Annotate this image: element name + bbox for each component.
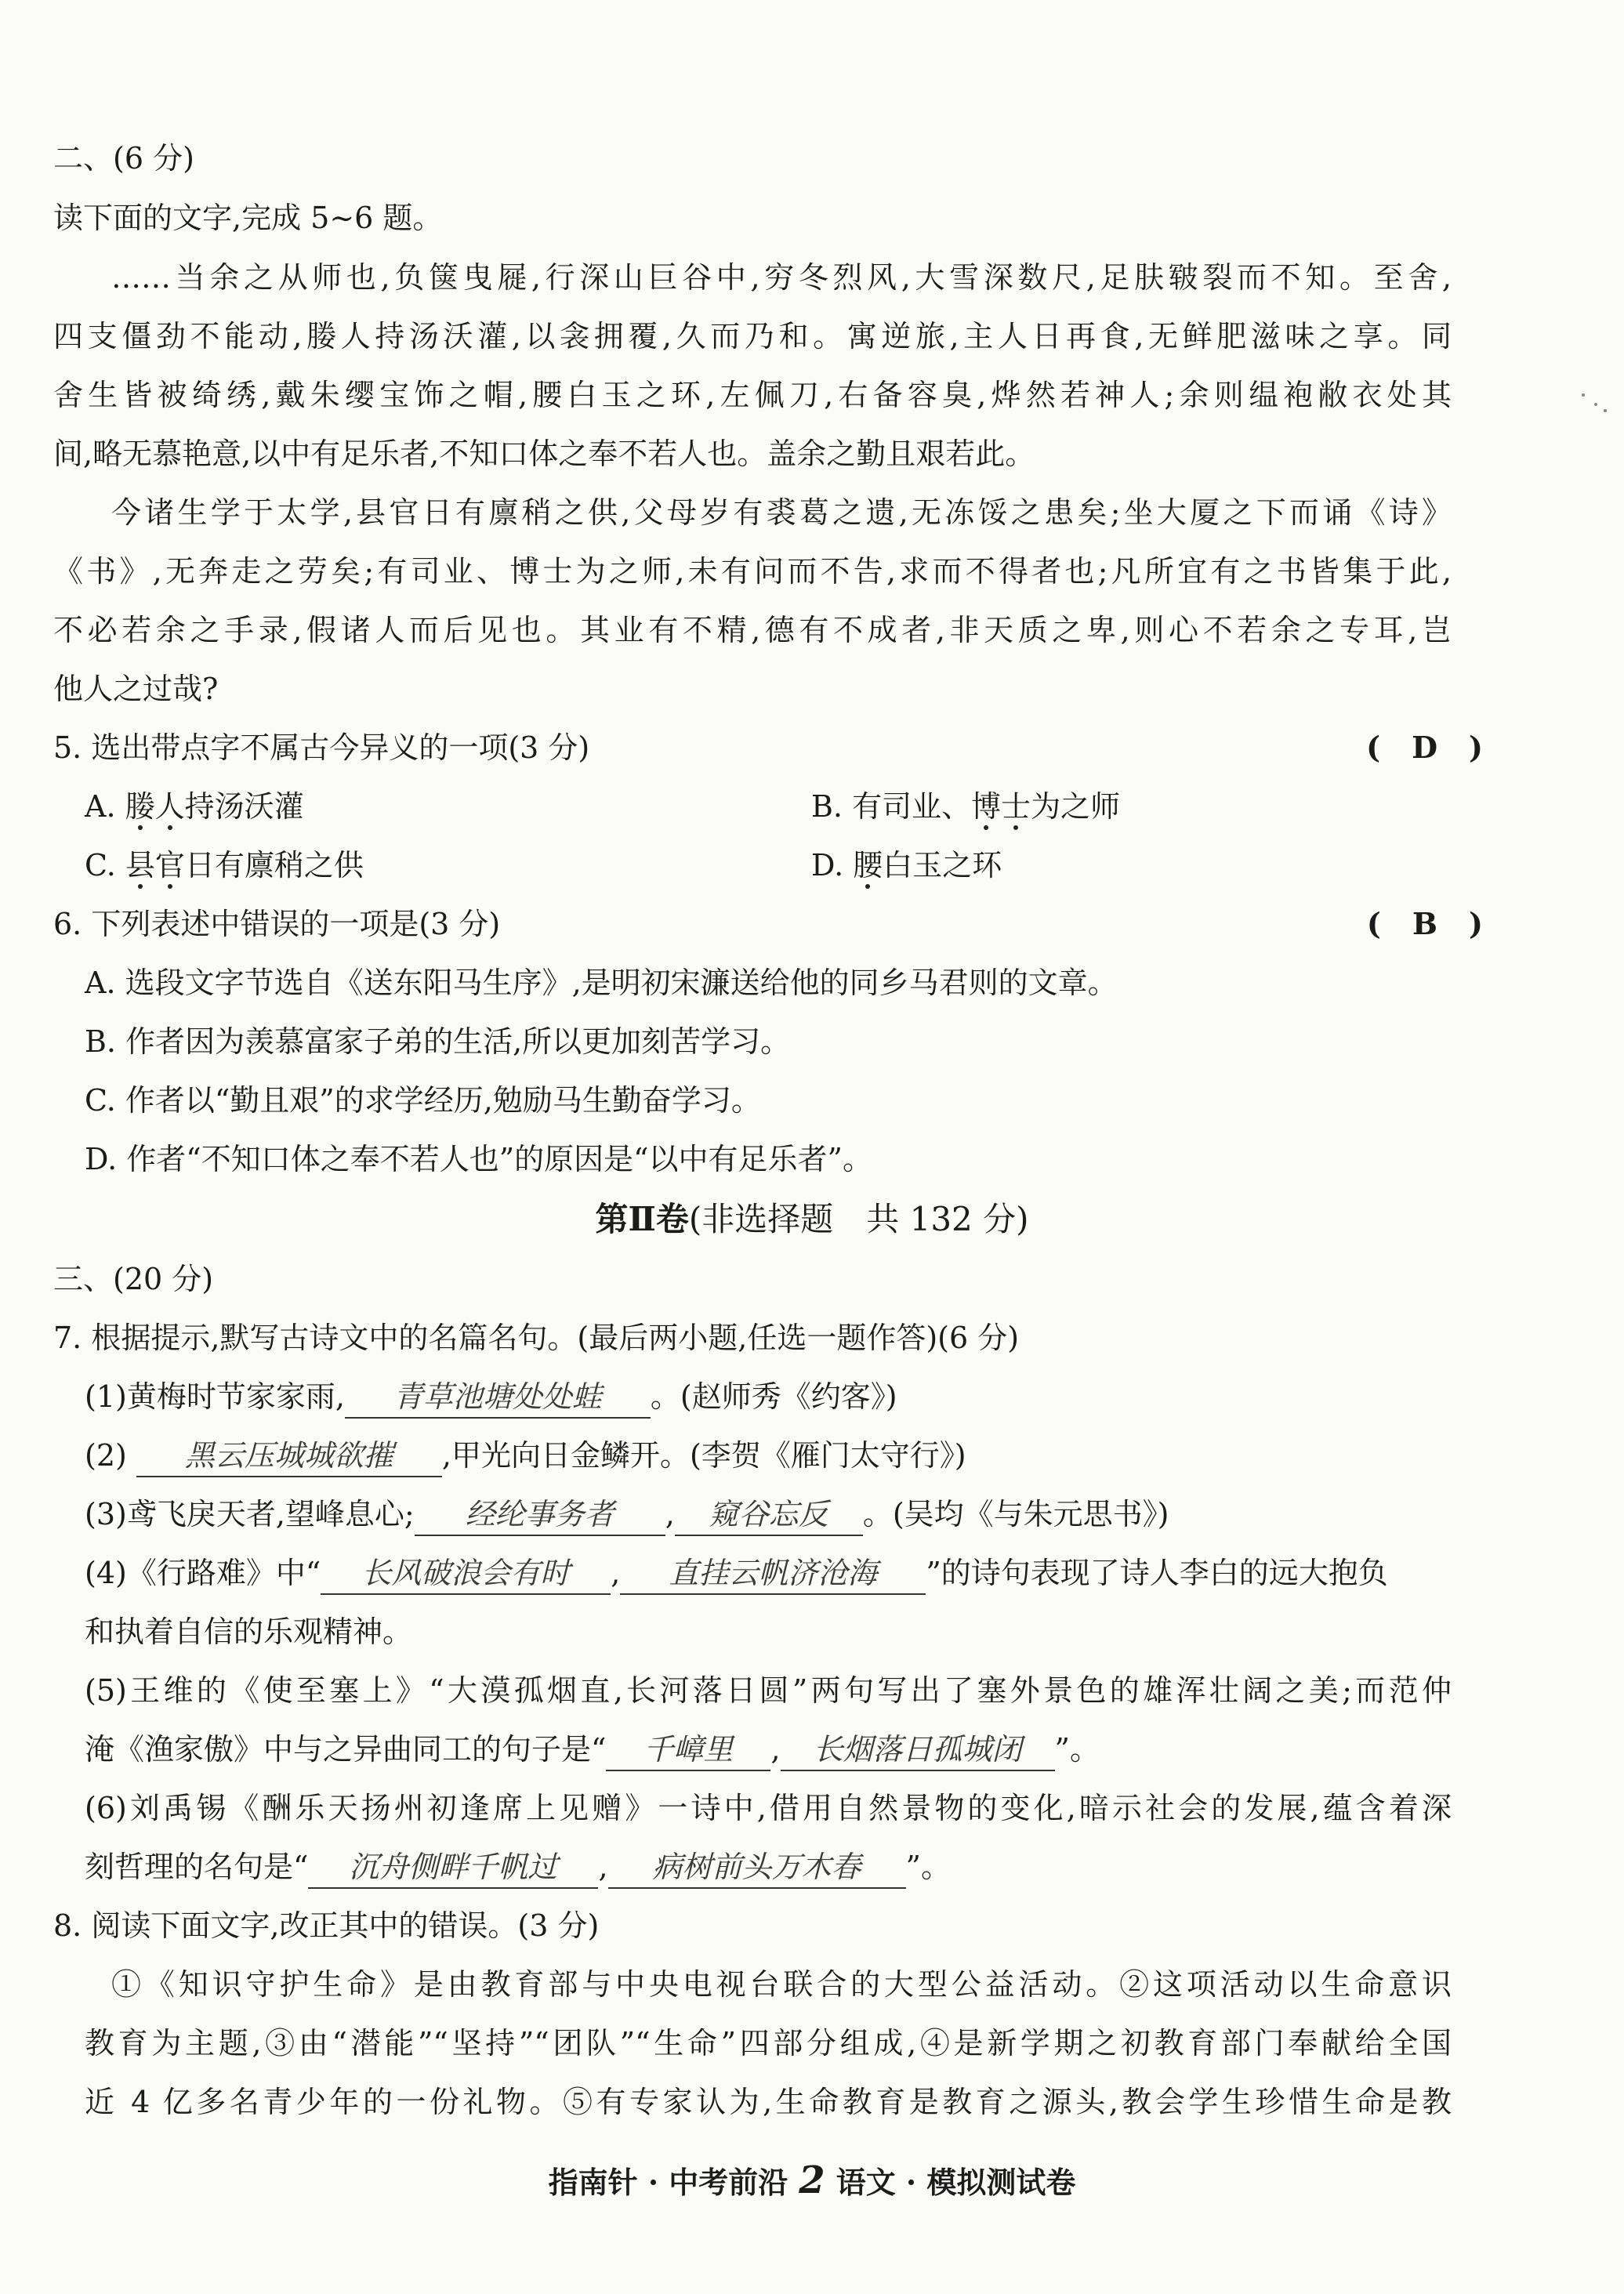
passage-line: 《书》,无奔走之劳矣;有司业、博士为之师,未有问而不告,求而不得者也;凡所宜有之书皆集于此, xyxy=(53,554,1452,589)
footer-publication: 指南针 · 中考前沿 xyxy=(548,2165,788,2200)
emphasis-dot-char: 士 xyxy=(1001,781,1031,832)
passage-line: 不必若余之手录,假诸人而后见也。其业有不精,德有不成者,非天质之卑,则心不若余之专耳,岂 xyxy=(53,613,1452,647)
question-7-item-6: (6)刘禹锡《酬乐天扬州初逢席上见赠》一诗中,借用自然景物的变化,暗示社会的发展,蕴含着深 xyxy=(85,1791,1452,1825)
item-5-close: ”。 xyxy=(1054,1732,1100,1767)
option-a xyxy=(85,789,304,824)
question-6-option: C. 作者以“勤且艰”的求学经历,勉励马生勤奋学习。 xyxy=(85,1083,761,1118)
passage-line: 四支僵劲不能动,媵人持汤沃灌,以衾拥覆,久而乃和。寓逆旅,主人日再食,无鲜肥滋味之享。同 xyxy=(53,319,1452,353)
item-3-prompt: (3)鸢飞戾天者,望峰息心; xyxy=(85,1497,415,1531)
question-6-answer xyxy=(1367,899,1483,949)
answer-blank[interactable]: 长烟落日孤城闭 xyxy=(781,1729,1055,1771)
option-d-rest: 白玉之环 xyxy=(883,848,1002,882)
page-number: 2 xyxy=(799,2158,825,2202)
section-2-instruction-text: 读下面的文字,完成 5~6 题。 xyxy=(53,201,443,235)
question-6-option: D. 作者“不知口体之奉不若人也”的原因是“以中有足乐者”。 xyxy=(85,1142,872,1176)
question-6-stem: 6. 下列表述中错误的一项是(3 分) xyxy=(53,907,501,941)
item-4-comma: , xyxy=(611,1556,621,1590)
question-7-stem: 7. 根据提示,默写古诗文中的名篇名句。(最后两小题,任选一题作答)(6 分) xyxy=(53,1321,1020,1355)
option-d-dotted-word xyxy=(853,848,883,882)
item-5-comma: , xyxy=(770,1732,781,1767)
emphasis-dot-char: 人 xyxy=(155,781,185,832)
footer-subject: 语文 · 模拟测试卷 xyxy=(836,2165,1076,2200)
item-4-prompt: (4)《行路难》中“ xyxy=(85,1556,321,1590)
answer-blank[interactable]: 青草池塘处处蛙 xyxy=(345,1376,651,1419)
volume-2-subtitle: (非选择题 共 132 分) xyxy=(688,1200,1029,1238)
emphasis-dot-char: 县 xyxy=(125,840,155,890)
question-6-option: A. 选段文字节选自《送东阳马生序》,是明初宋濂送给他的同乡马君则的文章。 xyxy=(85,966,1118,1000)
answer-blank[interactable]: 病树前头万木春 xyxy=(608,1846,906,1889)
question-6 xyxy=(0,899,1624,949)
option-b-dotted-word xyxy=(971,789,1031,824)
question-8-line: ①《知识守护生命》是由教育部与中央电视台联合的大型公益活动。②这项活动以生命意识 xyxy=(111,1967,1452,2002)
question-6-option: B. 作者因为羡慕富家子弟的生活,所以更加刻苦学习。 xyxy=(85,1024,791,1059)
item-2-source: ,甲光向日金鳞开。(李贺《雁门太守行》) xyxy=(441,1438,966,1473)
passage-line: 间,略无慕艳意,以中有足乐者,不知口体之奉不若人也。盖余之勤且艰若此。 xyxy=(53,437,1035,471)
question-7-item-1 xyxy=(0,1372,1624,1422)
item-5-prompt: 淹《渔家傲》中与之异曲同工的句子是“ xyxy=(85,1732,607,1767)
question-7-item-6-continued xyxy=(0,1842,1624,1892)
emphasis-dot-char: 媵 xyxy=(125,781,155,832)
item-2-prompt: (2) xyxy=(85,1438,136,1473)
option-b-rest: 为之师 xyxy=(1031,789,1121,824)
question-5-options-row-1 xyxy=(0,781,1624,832)
answer-blank[interactable]: 黑云压城城欲摧 xyxy=(136,1435,442,1477)
question-7-item-5-continued xyxy=(0,1724,1624,1774)
passage-line: ……当余之从师也,负箧曳屣,行深山巨谷中,穷冬烈风,大雪深数尺,足肤皲裂而不知。至舍, xyxy=(111,260,1452,295)
item-1-prompt: (1)黄梅时节家家雨, xyxy=(85,1379,345,1414)
question-8-line: 教育为主题,③由“潜能”“坚持”“团队”“生命”四部分组成,④是新学期之初教育部门奉献给全国 xyxy=(85,2026,1452,2060)
item-3-source: 。(吴均《与朱元思书》) xyxy=(862,1497,1169,1531)
question-8 xyxy=(0,1901,1624,1951)
scan-speck xyxy=(1582,393,1585,397)
answer-close-paren: ) xyxy=(1469,730,1483,765)
question-5-stem: 5. 选出带点字不属古今异义的一项(3 分) xyxy=(53,730,590,765)
item-6-prompt: 刻哲理的名句是“ xyxy=(85,1850,309,1884)
question-5-options-row-2 xyxy=(0,840,1624,890)
answer-blank[interactable]: 千嶂里 xyxy=(606,1729,770,1771)
question-8-line: 近 4 亿多名青少年的一份礼物。⑤有专家认为,生命教育是教育之源头,教会学生珍惜生命是教 xyxy=(85,2085,1452,2119)
answer-letter: D xyxy=(1412,730,1438,765)
item-4-rest: ”的诗句表现了诗人李白的远大抱负 xyxy=(926,1556,1388,1590)
question-7-item-4 xyxy=(0,1548,1624,1598)
question-7-item-5: (5)王维的《使至塞上》“大漠孤烟直,长河落日圆”两句写出了塞外景色的雄浑壮阔之美;而范仲 xyxy=(85,1673,1452,1708)
option-b xyxy=(811,781,1120,832)
question-5-answer xyxy=(1366,723,1483,773)
section-2-header xyxy=(0,133,1624,183)
option-a-rest: 持汤沃灌 xyxy=(184,789,304,824)
question-7 xyxy=(0,1313,1624,1363)
question-5 xyxy=(0,723,1624,773)
volume-2-title xyxy=(0,1194,1624,1245)
answer-close-paren: ) xyxy=(1469,906,1483,941)
answer-blank[interactable]: 沉舟侧畔千帆过 xyxy=(308,1846,598,1889)
emphasis-dot-char: 博 xyxy=(971,781,1001,832)
option-c-prefix: C. xyxy=(85,848,125,882)
answer-blank[interactable]: 直挂云帆济沧海 xyxy=(620,1553,926,1595)
section-3-header xyxy=(0,1254,1624,1304)
passage-line: 他人之过哉? xyxy=(53,672,219,706)
section-2-instruction xyxy=(0,193,1624,243)
option-a-dotted-word xyxy=(125,789,185,824)
answer-blank[interactable]: 经纶事务者 xyxy=(415,1494,665,1536)
item-6-close: ”。 xyxy=(905,1850,951,1884)
scan-speck xyxy=(1604,409,1607,412)
passage-line: 舍生皆被绮绣,戴朱缨宝饰之帽,腰白玉之环,左佩刀,右备容臭,烨然若神人;余则缊袍敝衣处其 xyxy=(53,378,1452,412)
question-8-stem: 8. 阅读下面文字,改正其中的错误。(3 分) xyxy=(53,1908,600,1943)
scan-speck xyxy=(1594,403,1597,406)
option-a-prefix: A. xyxy=(85,789,125,824)
emphasis-dot-char: 官 xyxy=(155,840,185,890)
option-c-rest: 日有廪稍之供 xyxy=(184,848,364,882)
volume-2-title-main: 第Ⅱ卷 xyxy=(595,1200,689,1238)
option-c xyxy=(85,848,364,882)
question-7-item-3 xyxy=(0,1489,1624,1539)
page-footer xyxy=(0,2155,1624,2205)
answer-letter: B xyxy=(1412,906,1438,941)
answer-blank[interactable]: 窥谷忘反 xyxy=(675,1494,863,1536)
section-3-header-text: 三、(20 分) xyxy=(53,1262,214,1296)
passage-line: 今诸生学于太学,县官日有廪稍之供,父母岁有裘葛之遗,无冻馁之患矣;坐大厦之下而诵《诗》 xyxy=(111,495,1452,530)
option-d-prefix: D. xyxy=(811,848,854,882)
option-b-prefix: B. 有司业、 xyxy=(811,789,972,824)
option-c-dotted-word xyxy=(125,848,185,882)
section-2-header-text: 二、(6 分) xyxy=(53,141,194,176)
answer-open-paren: ( xyxy=(1366,906,1381,941)
answer-blank[interactable]: 长风破浪会有时 xyxy=(321,1553,611,1595)
item-6-comma: , xyxy=(598,1850,608,1884)
question-7-item-4-continued: 和执着自信的乐观精神。 xyxy=(85,1614,413,1649)
item-1-source: 。(赵师秀《约客》) xyxy=(650,1379,897,1414)
option-d xyxy=(811,840,1002,890)
question-7-item-2 xyxy=(0,1430,1624,1480)
item-3-comma: , xyxy=(665,1497,675,1531)
emphasis-dot-char: 腰 xyxy=(853,840,883,890)
answer-open-paren: ( xyxy=(1366,730,1381,765)
